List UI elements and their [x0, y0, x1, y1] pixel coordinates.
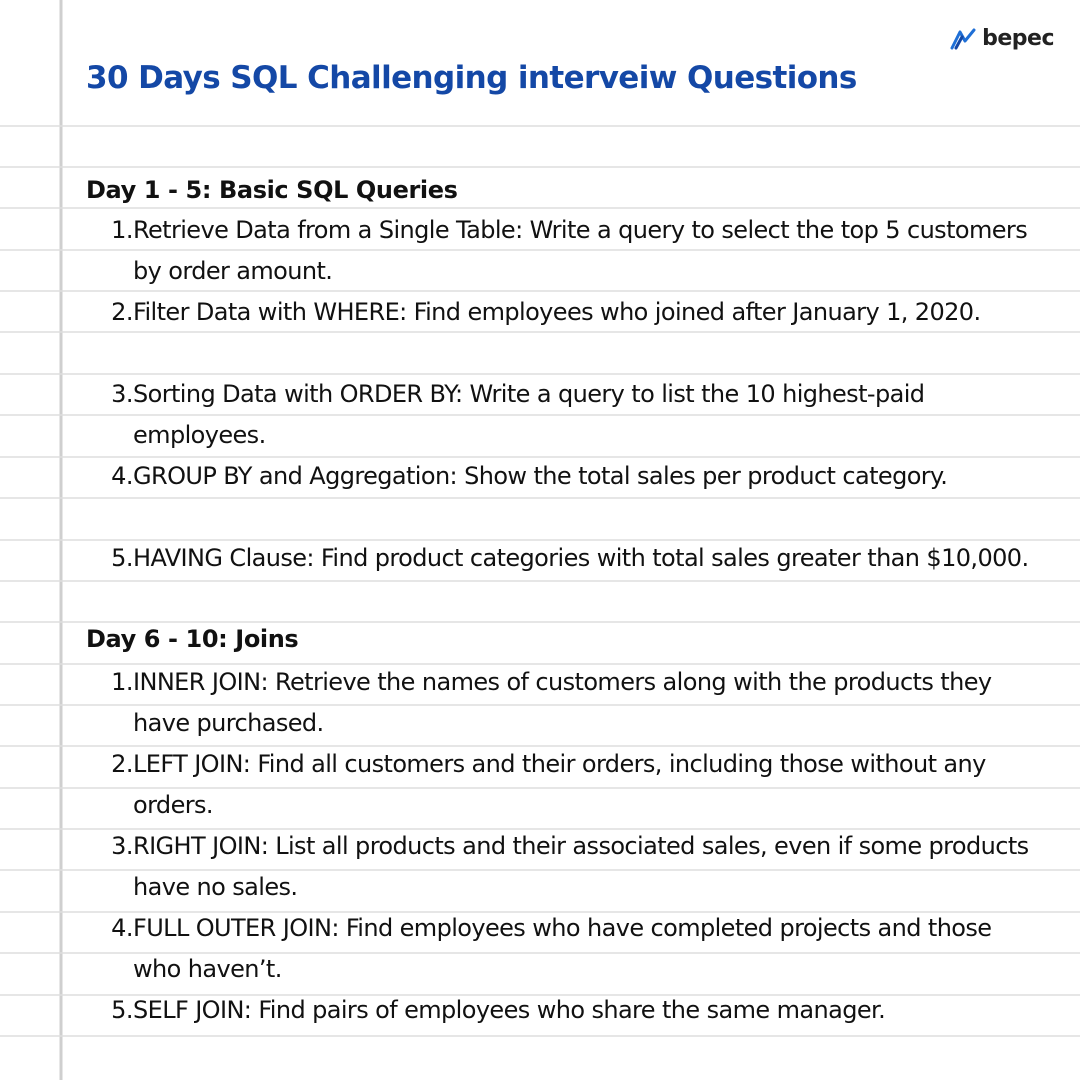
question-number: 3.: [111, 832, 133, 860]
list-item: [86, 456, 1036, 538]
question-text: Retrieve Data from a Single Table: Write a query to select the top 5 customers by order amount.: [133, 216, 1028, 285]
question-text: LEFT JOIN: Find all customers and their orders, including those without any orders.: [133, 750, 986, 819]
question-number: 3.: [111, 380, 133, 408]
question-number: 2.: [111, 298, 133, 326]
brand-logo: [950, 26, 1054, 51]
question-text: RIGHT JOIN: List all products and their associated sales, even if some products have no sales.: [133, 832, 1029, 901]
question-list-joins: [86, 662, 1036, 1072]
bepec-logo-icon: [950, 28, 978, 50]
list-item: [86, 662, 1036, 744]
question-number: 5.: [111, 544, 133, 572]
question-text: SELF JOIN: Find pairs of employees who share the same manager.: [133, 996, 886, 1024]
list-item: [86, 744, 1036, 826]
question-number: 1.: [111, 668, 133, 696]
question-text: Filter Data with WHERE: Find employees who joined after January 1, 2020.: [133, 298, 981, 326]
question-text: HAVING Clause: Find product categories with total sales greater than $10,000.: [133, 544, 1029, 572]
page-title: 30 Days SQL Challenging interveiw Questions: [86, 60, 857, 96]
question-text: GROUP BY and Aggregation: Show the total sales per product category.: [133, 462, 948, 490]
question-number: 5.: [111, 996, 133, 1024]
list-item: [86, 990, 1036, 1072]
section-heading-joins: Day 6 - 10: Joins: [86, 625, 299, 653]
list-item: [86, 374, 1036, 456]
question-text: Sorting Data with ORDER BY: Write a query to list the 10 highest-paid employees.: [133, 380, 925, 449]
question-number: 1.: [111, 216, 133, 244]
list-item: [86, 538, 1036, 620]
question-number: 4.: [111, 914, 133, 942]
question-text: FULL OUTER JOIN: Find employees who have completed projects and those who haven’t.: [133, 914, 992, 983]
question-text: INNER JOIN: Retrieve the names of customers along with the products they have purchased.: [133, 668, 992, 737]
list-item: [86, 908, 1036, 990]
question-number: 2.: [111, 750, 133, 778]
list-item: [86, 826, 1036, 908]
brand-name: bepec: [982, 26, 1054, 51]
question-number: 4.: [111, 462, 133, 490]
question-list-basic-queries: [86, 210, 1036, 620]
list-item: [86, 292, 1036, 374]
section-heading-basic-queries: Day 1 - 5: Basic SQL Queries: [86, 176, 458, 204]
list-item: [86, 210, 1036, 292]
